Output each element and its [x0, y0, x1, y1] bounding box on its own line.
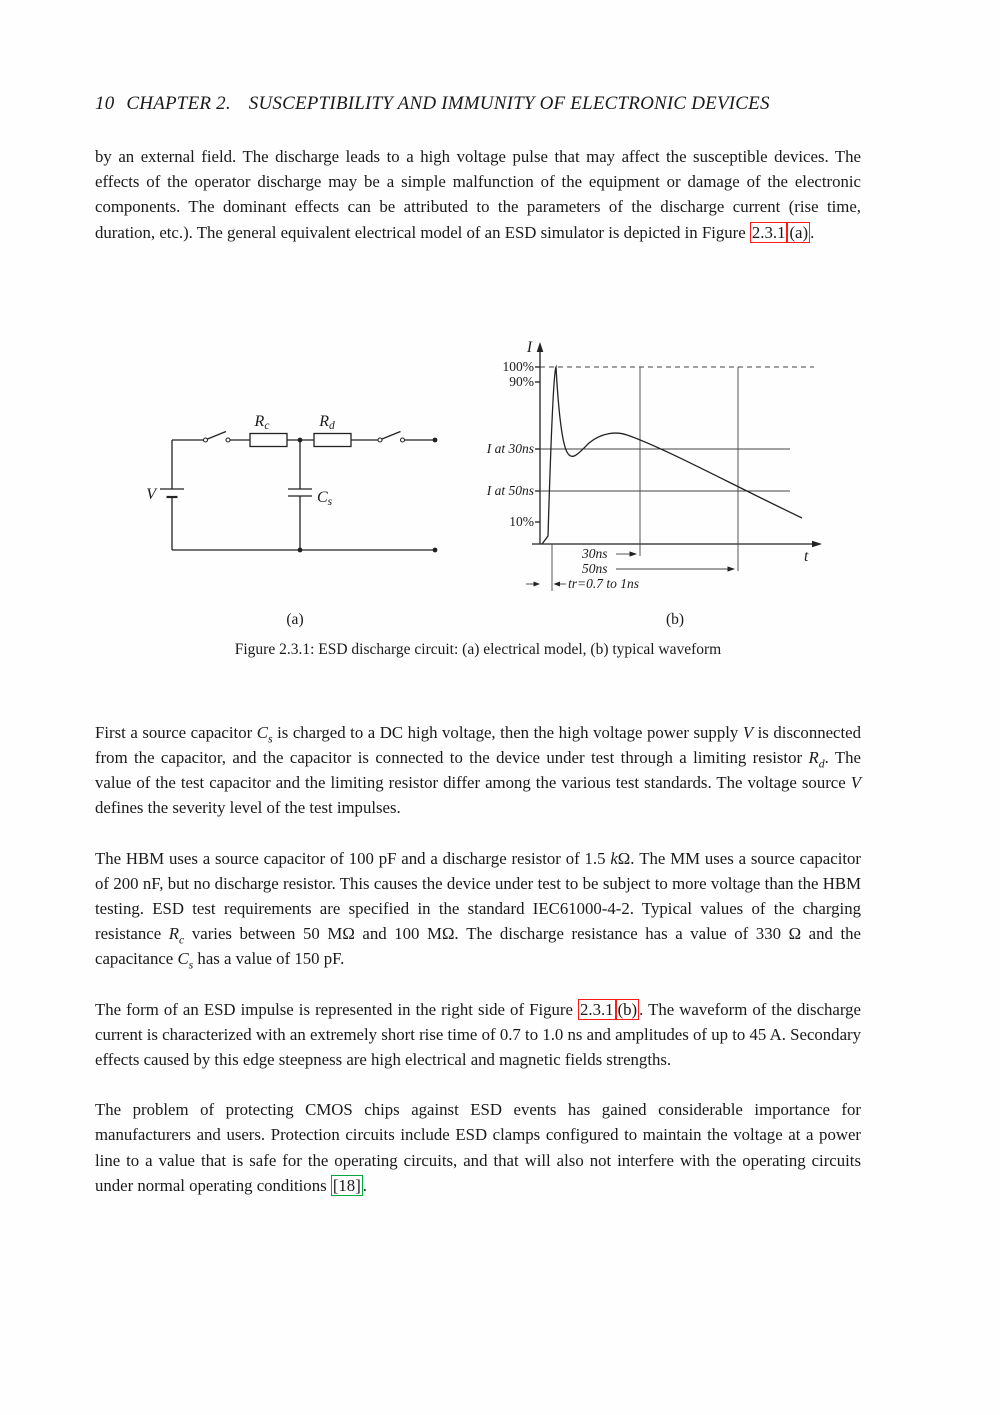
- page-content: [95, 93, 861, 1223]
- text-run: The form of an ESD impulse is represented in the right side of Figure: [95, 999, 578, 1019]
- text-run: is charged to a DC high voltage, then the high voltage power supply: [272, 722, 743, 742]
- capacitor-cs: [288, 440, 312, 550]
- text-run: is disconnected from the capacitor, and the capacitor is connected to the device under test through a limiting resistor: [95, 722, 861, 768]
- y-axis-ticks: [535, 367, 540, 522]
- text-run: Ω. The MM uses a source capacitor of 200 nF, but no discharge resistor. This causes the device under test to be subject to more voltage than the HBM testing. ESD test requirements are specified in the standard IEC61000-4-2. Typical values of the charging resistance: [95, 848, 861, 944]
- math-var: $R_c$: [168, 924, 185, 947]
- text-run: by an external field. The discharge leads to a high voltage pulse that may affect the susceptible devices. The effects of the operator discharge may be a simple malfunction of the equipment or damage of the electronic components. The dominant effects can be attributed to the parameters of the discharge current (rise time, duration, etc.). The general equivalent electrical model of an ESD simulator is depicted in Figure: [95, 147, 861, 242]
- x-axis: [532, 541, 822, 548]
- resistor-rc: [250, 433, 287, 446]
- esd-waveform-plot: [470, 339, 830, 599]
- charge-switch: [204, 431, 231, 442]
- text-run: .: [810, 222, 815, 242]
- figure-ref-link[interactable]: (a): [789, 222, 809, 242]
- figure-ref-link[interactable]: 2.3.1: [580, 999, 614, 1019]
- math-var: V: [850, 773, 861, 793]
- figure-2-3-1: [95, 270, 861, 720]
- text-run: .: [362, 1175, 367, 1195]
- running-header: [95, 93, 861, 115]
- math-var: V: [742, 722, 754, 742]
- tick-i-at-50ns: I at 50ns: [486, 482, 534, 498]
- label-50ns: 50ns: [582, 560, 608, 576]
- tick-i-at-30ns: I at 30ns: [486, 440, 534, 456]
- math-var: $C_s$: [177, 949, 194, 972]
- text-run: has a value of 150 pF.: [193, 949, 345, 969]
- paragraph-4: [95, 997, 861, 1073]
- text-run: The problem of protecting CMOS chips against ESD events has gained considerable importance for manufacturers and users. Protection circuits include ESD clamps configured to maintain the voltage at a power line to a value that is safe for the operating circuits, and that will also not interfere with the operating circuits under normal operating conditions: [95, 1100, 861, 1195]
- esd-circuit-diagram: [130, 409, 450, 579]
- figure-ref-link[interactable]: (b): [617, 999, 638, 1019]
- paragraph-5: [95, 1097, 861, 1198]
- tick-90pct: 90%: [509, 373, 534, 389]
- y-axis: [537, 342, 544, 544]
- label-rise-time: tr=0.7 to 1ns: [568, 575, 639, 591]
- chapter-number: CHAPTER 2.: [126, 93, 231, 114]
- resistor-rd: [314, 433, 351, 446]
- tick-10pct: 10%: [509, 513, 534, 529]
- text-run: First a source capacitor: [95, 722, 257, 742]
- discharge-current-curve: [542, 367, 802, 544]
- figure-caption: Figure 2.3.1: ESD discharge circuit: (a) electrical model, (b) typical waveform: [234, 640, 722, 658]
- math-var: $C_s$: [256, 722, 273, 746]
- text-run: The HBM uses a source capacitor of 100 pF and a discharge resistor of 1.5: [95, 848, 611, 868]
- chapter-title: SUSCEPTIBILITY AND IMMUNITY OF ELECTRONIC DEVICES: [248, 93, 770, 114]
- subcaption-a: (a): [286, 610, 304, 628]
- x-axis-label: t: [804, 547, 809, 565]
- text-run: . The value of the test capacitor and the limiting resistor differ among the various test standards. The voltage source: [95, 748, 861, 793]
- 30ns-annotation: [581, 546, 637, 561]
- tick-100pct: 100%: [502, 358, 534, 374]
- label-cs: Cs: [317, 488, 333, 508]
- subcaption-b: (b): [665, 610, 685, 628]
- label-rc: Rc: [254, 412, 270, 432]
- paragraph-1: [95, 144, 861, 245]
- y-axis-label: I: [526, 338, 532, 356]
- math-var: k: [610, 848, 618, 868]
- paragraph-3: [95, 846, 861, 972]
- voltage-source-battery: [160, 440, 184, 550]
- text-run: . The waveform of the discharge current is characterized with an extremely short rise time of 0.7 to 1.0 ns and amplitudes of up to 45 A. Secondary effects caused by this edge steepness are high electrical and magnetic fields strengths.: [95, 999, 861, 1070]
- text-run: varies between 50 MΩ and 100 MΩ. The discharge resistance has a value of 330 Ω and the capacitance: [95, 924, 861, 969]
- output-terminals: [433, 437, 438, 552]
- text-run: defines the severity level of the test impulses.: [95, 798, 401, 818]
- figure-ref-link[interactable]: 2.3.1: [751, 222, 786, 242]
- label-30ns: 30ns: [582, 545, 608, 561]
- label-rd: Rd: [319, 412, 335, 432]
- 50ns-annotation: [582, 561, 735, 576]
- page-number: 10: [95, 93, 115, 114]
- label-v: V: [146, 485, 156, 503]
- math-var: $R_d$: [808, 748, 825, 771]
- discharge-switch: [378, 431, 405, 442]
- paragraph-2: [95, 720, 861, 821]
- citation-link[interactable]: [18]: [332, 1175, 361, 1195]
